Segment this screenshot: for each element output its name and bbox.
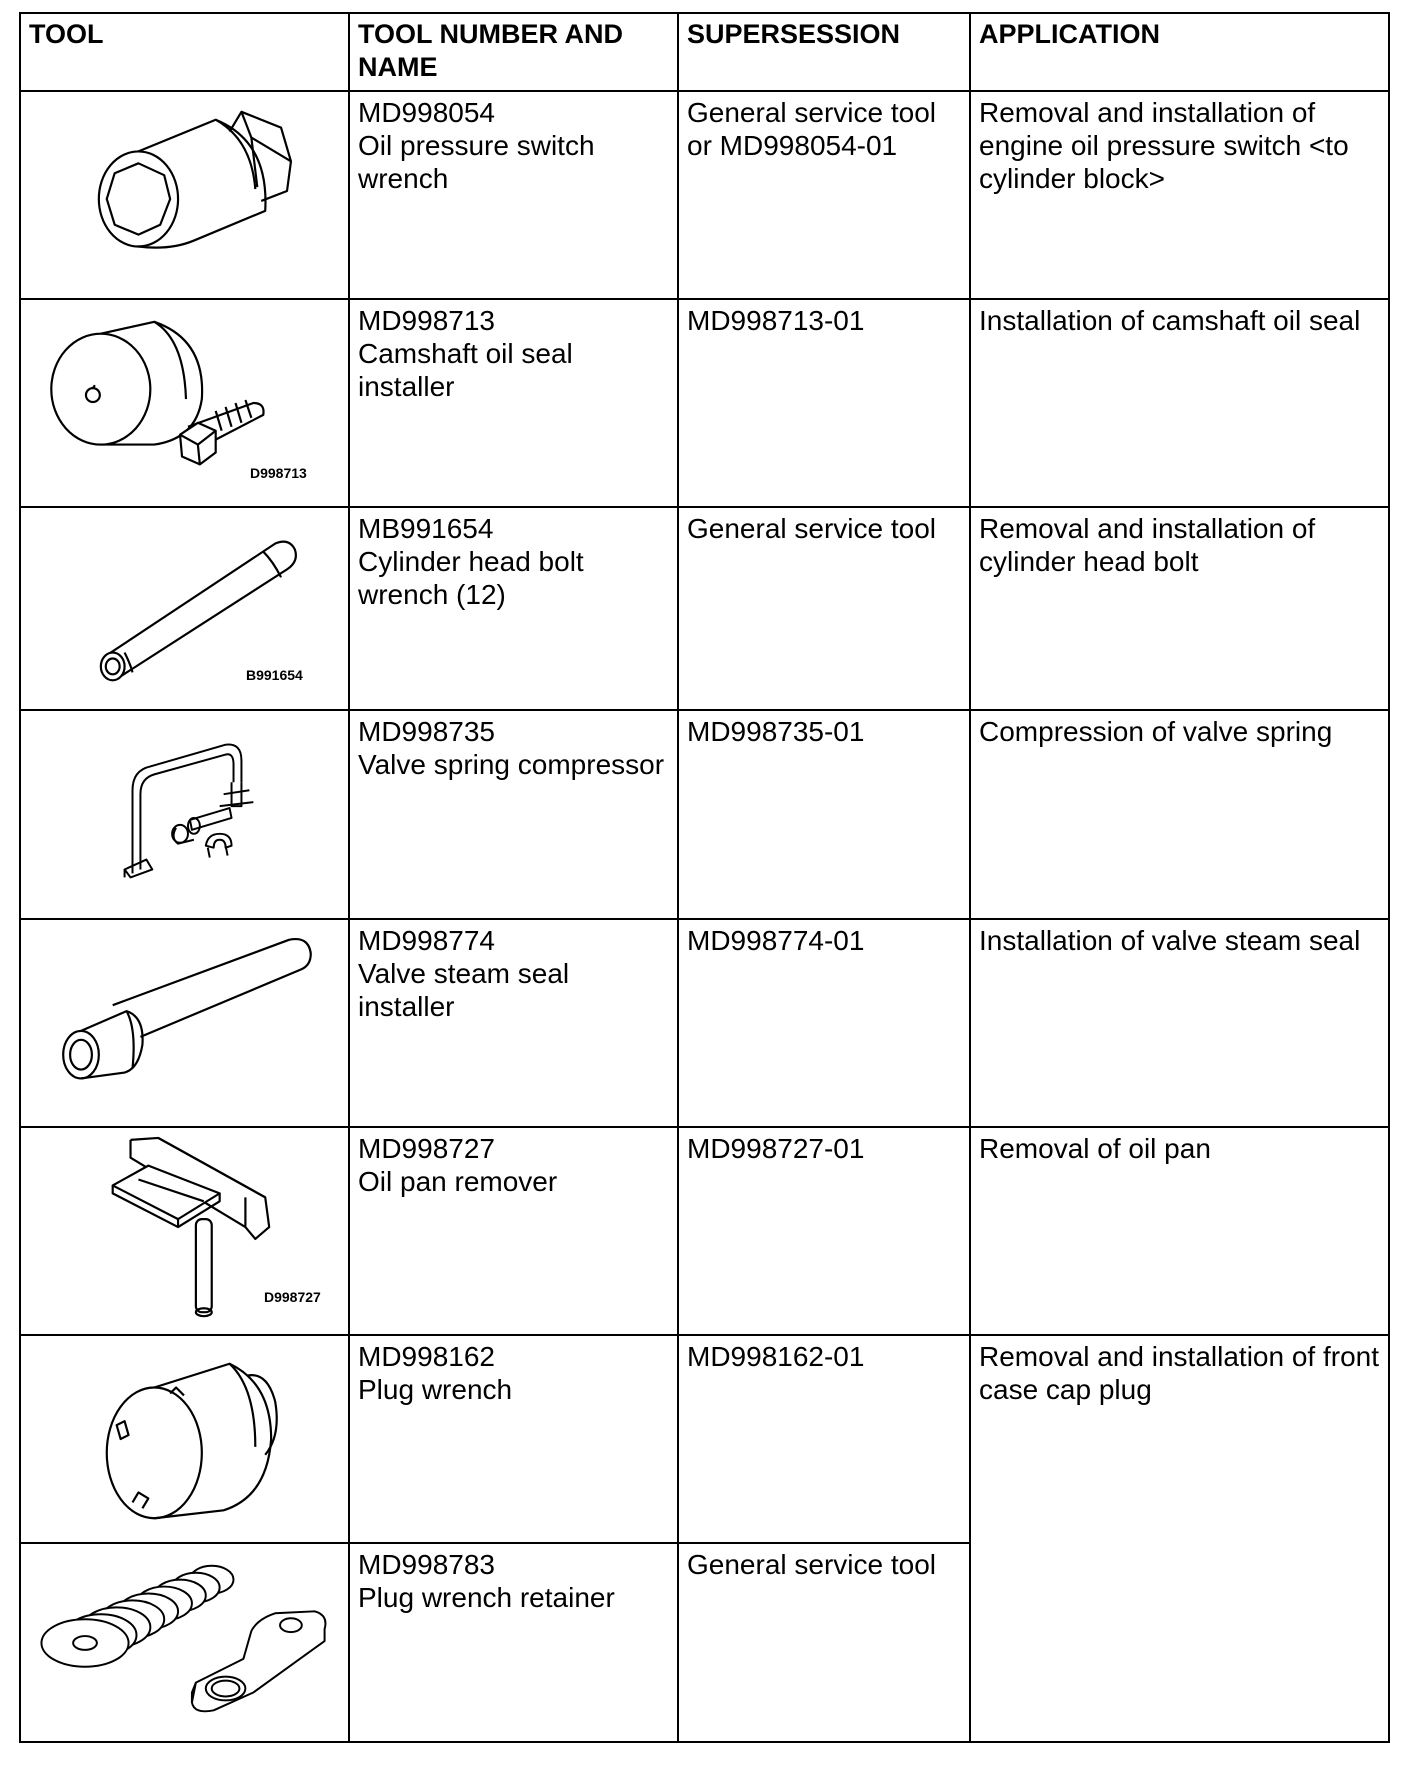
header-supersession: SUPERSESSION xyxy=(678,13,970,91)
tool-number-and-name-cell xyxy=(349,710,678,919)
plug-wrench-illustration xyxy=(21,1336,348,1542)
application-cell: Removal and installation of front case cap plug xyxy=(970,1335,1389,1742)
special-tools-table xyxy=(19,12,1390,1743)
supersession-cell: General service tool xyxy=(678,507,970,710)
tool-illustration-cell xyxy=(20,1543,349,1742)
valve-spring-compressor-illustration xyxy=(21,711,348,918)
supersession-cell: General service tool xyxy=(678,1543,970,1742)
tool-number-and-name-cell xyxy=(349,1543,678,1742)
supersession-cell: MD998713-01 xyxy=(678,299,970,507)
tool-number: MD998735 xyxy=(358,716,495,747)
tool-name: Plug wrench xyxy=(358,1374,513,1405)
valve-seal-installer-illustration xyxy=(21,920,348,1126)
supersession-cell: MD998727-01 xyxy=(678,1127,970,1335)
tool-name: Oil pan remover xyxy=(358,1166,558,1197)
tool-illustration-cell xyxy=(20,1127,349,1335)
tool-number-and-name-cell xyxy=(349,919,678,1127)
illustration-code: D998727 xyxy=(264,1289,321,1305)
application-cell: Removal and installation of engine oil pressure switch <to cylinder block> xyxy=(970,91,1389,299)
tool-number: MD998054 xyxy=(358,97,495,128)
plug-wrench-retainer-illustration xyxy=(21,1544,348,1741)
tool-number-and-name-cell xyxy=(349,507,678,710)
application-cell: Compression of valve spring xyxy=(970,710,1389,919)
header-application: APPLICATION xyxy=(970,13,1389,91)
illustration-code: D998713 xyxy=(250,465,307,481)
table-row xyxy=(20,507,1389,710)
tool-illustration-cell xyxy=(20,1335,349,1543)
tool-number-and-name-cell xyxy=(349,1127,678,1335)
table-row xyxy=(20,710,1389,919)
supersession-cell: MD998735-01 xyxy=(678,710,970,919)
tool-illustration-cell xyxy=(20,507,349,710)
application-cell: Installation of valve steam seal xyxy=(970,919,1389,1127)
application-cell: Removal of oil pan xyxy=(970,1127,1389,1335)
tool-name: Oil pressure switch wrench xyxy=(358,130,595,194)
application-cell: Removal and installation of cylinder head bolt xyxy=(970,507,1389,710)
table-row xyxy=(20,1335,1389,1543)
table-row xyxy=(20,919,1389,1127)
tool-number: MD998713 xyxy=(358,305,495,336)
supersession-cell: General service tool or MD998054-01 xyxy=(678,91,970,299)
header-tool: TOOL xyxy=(20,13,349,91)
tool-number-and-name-cell xyxy=(349,299,678,507)
table-row xyxy=(20,1127,1389,1335)
header-tool-number-and-name: TOOL NUMBER AND NAME xyxy=(349,13,678,91)
tool-number: MB991654 xyxy=(358,513,494,544)
supersession-cell: MD998162-01 xyxy=(678,1335,970,1543)
tool-number: MD998162 xyxy=(358,1341,495,1372)
table-row xyxy=(20,299,1389,507)
header-row xyxy=(20,13,1389,91)
supersession-cell: MD998774-01 xyxy=(678,919,970,1127)
tool-name: Plug wrench retainer xyxy=(358,1582,615,1613)
tool-illustration-cell xyxy=(20,710,349,919)
tool-illustration-cell xyxy=(20,919,349,1127)
table-row xyxy=(20,91,1389,299)
tool-number: MD998727 xyxy=(358,1133,495,1164)
tool-number-and-name-cell xyxy=(349,1335,678,1543)
illustration-code: B991654 xyxy=(246,667,303,683)
tool-illustration-cell xyxy=(20,299,349,507)
deep-socket-wrench-illustration xyxy=(21,92,348,298)
tool-name: Cylinder head bolt wrench (12) xyxy=(358,546,584,610)
tool-number: MD998774 xyxy=(358,925,495,956)
tool-number: MD998783 xyxy=(358,1549,495,1580)
application-cell: Installation of camshaft oil seal xyxy=(970,299,1389,507)
tool-name: Camshaft oil seal installer xyxy=(358,338,573,402)
tool-name: Valve spring compressor xyxy=(358,749,665,780)
tool-number-and-name-cell xyxy=(349,91,678,299)
tool-illustration-cell xyxy=(20,91,349,299)
tool-name: Valve steam seal installer xyxy=(358,958,570,1022)
